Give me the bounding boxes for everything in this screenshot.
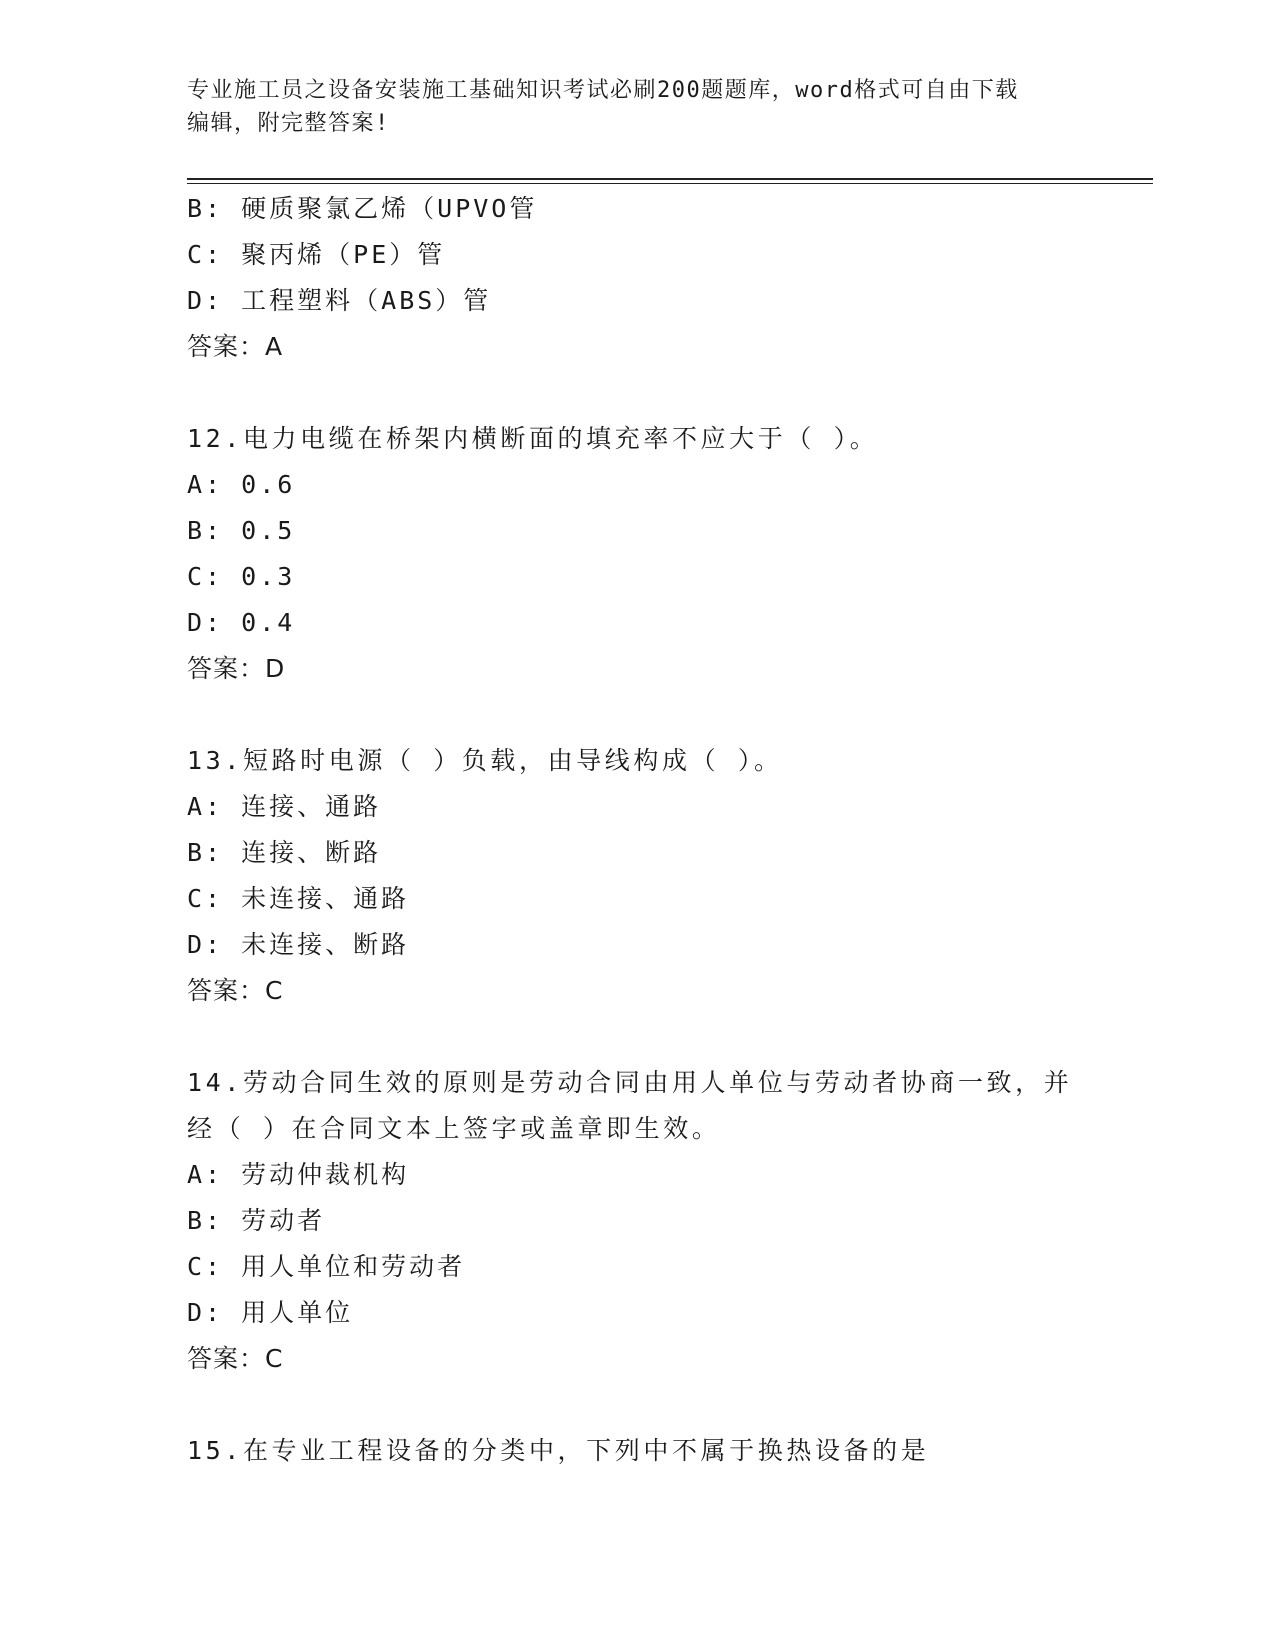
question-block-continued	[187, 186, 1087, 370]
option-b: B: 连接、断路	[187, 838, 382, 867]
header-title-line: 专业施工员之设备安装施工基础知识考试必刷200题题库，word格式可自由下载	[187, 78, 1019, 103]
question-block	[187, 1060, 1087, 1382]
option-b: B: 劳动者	[187, 1206, 326, 1235]
answer-line: 答案：C	[187, 976, 284, 1005]
option-b: B: 0.5	[187, 516, 296, 545]
question-list	[187, 186, 1087, 1474]
question-block	[187, 416, 1087, 692]
option-c: C: 聚丙烯（PE）管	[187, 240, 446, 269]
answer-line: 答案：A	[187, 332, 284, 361]
question-stem: 15.在专业工程设备的分类中，下列中不属于换热设备的是	[187, 1436, 930, 1465]
question-block	[187, 1428, 1087, 1474]
answer-line: 答案：C	[187, 1344, 284, 1373]
option-c: C: 用人单位和劳动者	[187, 1252, 466, 1281]
document-header	[187, 74, 1087, 140]
header-divider	[187, 178, 1153, 180]
spacer	[187, 1382, 1087, 1428]
header-title-line: 编辑，附完整答案!	[187, 111, 390, 136]
question-stem: 13.短路时电源（ ）负载，由导线构成（ ）。	[187, 746, 783, 775]
option-b: B: 硬质聚氯乙烯（UPVO管	[187, 194, 538, 223]
spacer	[187, 692, 1087, 738]
option-c: C: 0.3	[187, 562, 296, 591]
option-a: A: 连接、通路	[187, 792, 382, 821]
question-block	[187, 738, 1087, 1014]
option-c: C: 未连接、通路	[187, 884, 410, 913]
spacer	[187, 1014, 1087, 1060]
option-a: A: 劳动仲裁机构	[187, 1160, 410, 1189]
answer-line: 答案：D	[187, 654, 286, 683]
option-d: D: 用人单位	[187, 1298, 354, 1327]
option-d: D: 0.4	[187, 608, 296, 637]
spacer	[187, 370, 1087, 416]
header-divider-thin	[187, 183, 1153, 184]
question-stem: 14.劳动合同生效的原则是劳动合同由用人单位与劳动者协商一致，并经（ ）在合同文本上签字或盖章即生效。	[187, 1068, 1073, 1143]
option-d: D: 工程塑料（ABS）管	[187, 286, 492, 315]
option-d: D: 未连接、断路	[187, 930, 410, 959]
option-a: A: 0.6	[187, 470, 296, 499]
question-stem: 12.电力电缆在桥架内横断面的填充率不应大于（ ）。	[187, 424, 879, 453]
